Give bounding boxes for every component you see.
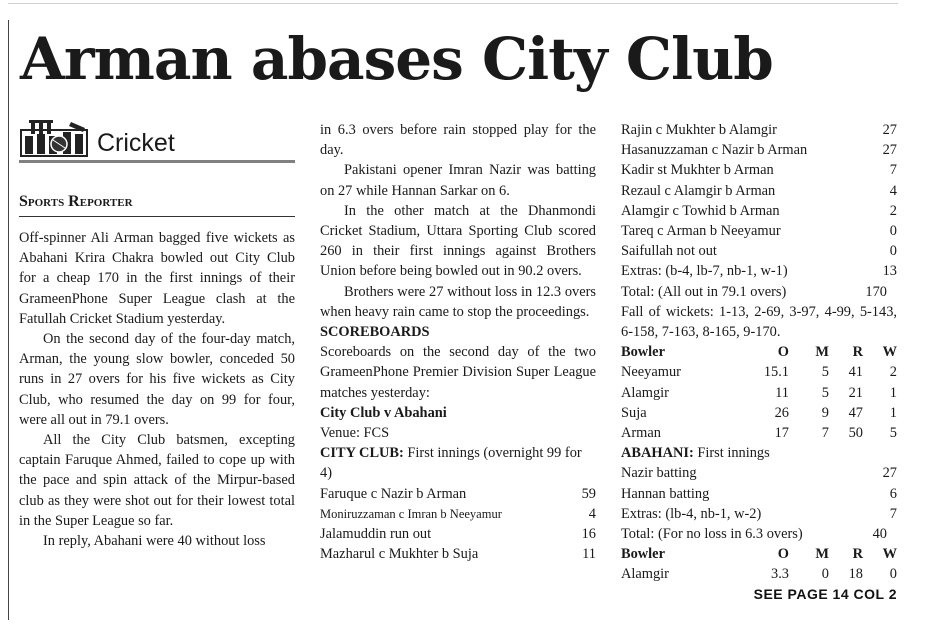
bowler-col: Bowler	[621, 344, 665, 361]
runs-col: R	[852, 546, 863, 563]
column-2	[320, 120, 596, 564]
innings-heading	[621, 443, 897, 463]
article-paragraph: Brothers were 27 without loss in 12.3 overs when heavy rain came to stop the proceedings.	[320, 283, 596, 320]
batsman: Hannan batting	[621, 485, 710, 502]
runs: 27	[882, 142, 897, 159]
runs: 50	[848, 425, 863, 442]
batsman: Kadir st Mukhter b Arman	[621, 162, 774, 179]
batsman: Faruque c Nazir b Arman	[320, 485, 467, 502]
runs: 27	[882, 122, 897, 138]
article-paragraph: In the other match at the Dhanmondi Cricket Stadium, Uttara Sporting Club scored 260 in their first innings against Brothers Union before being bowled out in 90.2 overs.	[320, 202, 596, 280]
article-paragraph: Off-spinner Ali Arman bagged five wickets as Abahani Krira Chakra bowled out City Club for a cheap 170 in the first innings of their GrameenPhone Super League clash at the Fatullah Cricket Stadium yesterday.	[19, 230, 295, 327]
bowling-row	[621, 564, 897, 584]
overs-col: O	[777, 546, 789, 563]
match-title: City Club v Abahani	[320, 404, 447, 421]
venue: Venue: FCS	[320, 425, 390, 442]
batting-row	[621, 160, 897, 180]
bowling-row	[621, 383, 897, 403]
bowler-header	[621, 544, 897, 564]
batsman: Tareq c Arman b Neeyamur	[621, 223, 781, 240]
batting-row	[621, 484, 897, 504]
overs: 3.3	[771, 566, 789, 583]
batsman: Rezaul c Alamgir b Arman	[621, 182, 776, 199]
fall-of-wickets: Fall of wickets: 1-13, 2-69, 3-97, 4-99, 5-143, 6-158, 7-163, 8-165, 9-170.	[621, 303, 897, 341]
total-value: 170	[865, 283, 887, 300]
overs-col: O	[777, 344, 789, 361]
innings-heading	[320, 443, 596, 483]
bowler: Suja	[621, 404, 647, 421]
innings-text: First innings	[693, 445, 770, 462]
batsman: Alamgir c Towhid b Arman	[621, 202, 780, 219]
bowler: Neeyamur	[621, 364, 681, 381]
batsman: Rajin c Mukhter b Alamgir	[621, 122, 777, 138]
column-3	[621, 120, 897, 585]
batting-row	[621, 221, 897, 241]
bowler-header	[621, 342, 897, 362]
overs: 11	[775, 384, 789, 401]
total-row	[621, 524, 897, 544]
runs: 41	[848, 364, 863, 381]
runs: 59	[581, 485, 596, 502]
batting-row	[621, 140, 897, 160]
batting-row	[621, 201, 897, 221]
bowler: Arman	[621, 425, 661, 442]
headline: Arman abases City Club	[20, 25, 773, 93]
maidens-col: M	[815, 344, 829, 361]
runs: 4	[588, 505, 596, 522]
runs-col: R	[852, 344, 863, 361]
batsman: Jalamuddin run out	[320, 526, 432, 543]
wickets-col: W	[882, 344, 897, 361]
maidens: 7	[821, 425, 829, 442]
extras-row	[621, 261, 897, 281]
maidens: 5	[821, 384, 829, 401]
runs: 2	[889, 202, 897, 219]
batting-row	[320, 504, 596, 524]
wickets: 5	[889, 425, 897, 442]
article-paragraph: On the second day of the four-day match, Arman, the young slow bowler, conceded 50 runs in 27 overs for his five wickets as City Club, who resumed the day on 99 for four, were all out in 79.1 overs.	[19, 331, 295, 428]
maidens: 0	[821, 566, 829, 583]
batting-row	[320, 544, 596, 564]
total-value: 40	[872, 526, 887, 543]
runs: 16	[581, 526, 596, 543]
extras-row	[621, 504, 897, 524]
bowling-row	[621, 362, 897, 382]
batsman: Mazharul c Mukhter b Suja	[320, 546, 479, 563]
runs: 7	[889, 162, 897, 179]
article-paragraph: in 6.3 overs before rain stopped play for the day.	[320, 122, 596, 159]
runs: 11	[582, 546, 596, 563]
overs: 17	[774, 425, 789, 442]
extras-label: Extras: (b-4, lb-7, nb-1, w-1)	[621, 263, 788, 280]
wickets: 1	[889, 384, 897, 401]
runs: 21	[848, 384, 863, 401]
batting-row	[621, 181, 897, 201]
team-label: CITY CLUB:	[320, 445, 404, 462]
bowling-row	[621, 403, 897, 423]
team-label: ABAHANI:	[621, 445, 694, 462]
batting-row	[320, 524, 596, 544]
bowler: Alamgir	[621, 566, 669, 583]
bowler-col: Bowler	[621, 546, 665, 563]
runs: 6	[889, 485, 897, 502]
article-paragraph: Pakistani opener Imran Nazir was batting on 27 while Hannan Sarkar on 6.	[320, 162, 596, 199]
batsman: Moniruzzaman c Imran b Neeyamur	[320, 506, 502, 521]
bowler: Alamgir	[621, 384, 669, 401]
batting-row	[621, 463, 897, 483]
runs: 27	[882, 465, 897, 482]
top-rule	[8, 3, 898, 4]
overs: 26	[774, 404, 789, 421]
overs: 15.1	[763, 364, 789, 381]
maidens: 9	[821, 404, 829, 421]
total-label: Total: (All out in 79.1 overs)	[621, 283, 787, 300]
batsman: Hasanuzzaman c Nazir b Arman	[621, 142, 808, 159]
runs: 18	[848, 566, 863, 583]
bowling-row	[621, 423, 897, 443]
runs: 0	[889, 243, 897, 260]
batting-row	[621, 120, 897, 140]
batting-row	[320, 484, 596, 504]
scoreboards-intro: Scoreboards on the second day of the two GrameenPhone Premier Division Super League matches yesterday:	[320, 344, 596, 401]
extras-value: 13	[882, 263, 897, 280]
extras-label: Extras: (lb-4, nb-1, w-2)	[621, 505, 762, 522]
section-header	[19, 116, 295, 158]
column-1	[19, 116, 295, 551]
maidens: 5	[821, 364, 829, 381]
byline: Sports Reporter	[19, 193, 133, 210]
wickets: 2	[889, 364, 897, 381]
article-paragraph: In reply, Abahani were 40 without loss	[43, 533, 266, 550]
runs: 47	[848, 404, 863, 421]
section-label: Cricket	[97, 129, 175, 157]
batting-row	[621, 241, 897, 261]
maidens-col: M	[815, 546, 829, 563]
wickets: 1	[889, 404, 897, 421]
continued-notice: SEE PAGE 14 COL 2	[753, 586, 897, 602]
extras-value: 7	[889, 505, 897, 522]
runs: 4	[889, 182, 897, 199]
scoreboards-heading: SCOREBOARDS	[320, 324, 430, 341]
innings-text: First innings (overnight 99 for 4)	[320, 445, 582, 482]
left-rule	[8, 20, 9, 620]
runs: 0	[889, 223, 897, 240]
wickets-col: W	[882, 546, 897, 563]
batsman: Saifullah not out	[621, 243, 717, 260]
cricket-icon	[19, 118, 91, 158]
total-row	[621, 282, 897, 302]
section-rule	[19, 160, 295, 163]
total-label: Total: (For no loss in 6.3 overs)	[621, 526, 803, 543]
batsman: Nazir batting	[621, 465, 697, 482]
wickets: 0	[889, 566, 897, 583]
article-paragraph: All the City Club batsmen, excepting captain Faruque Ahmed, failed to cope up with the pace and spin attack of the Mirpur-based club as they were shot out for their lowest total in the Super League so far.	[19, 432, 295, 529]
